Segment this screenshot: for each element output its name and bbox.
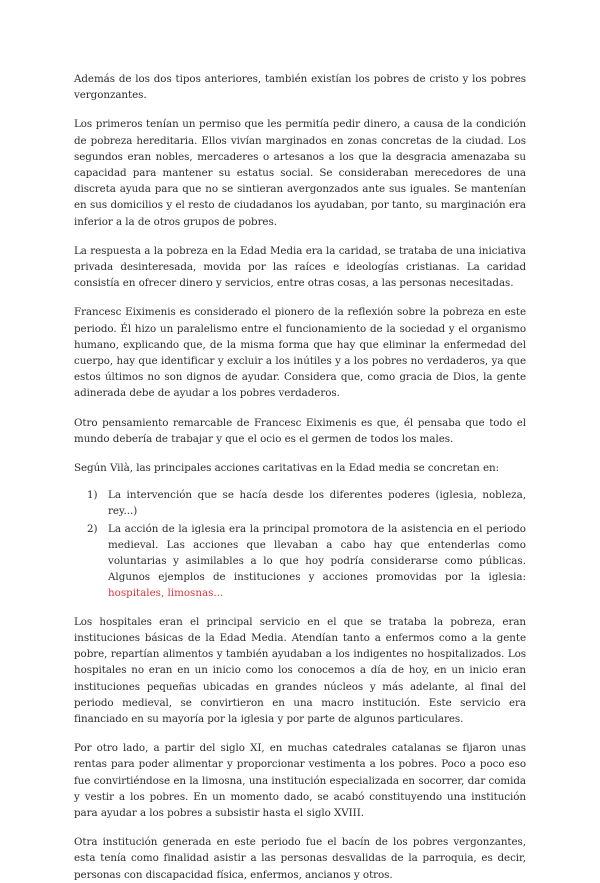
list-item-number: 1) [87, 489, 98, 502]
paragraph-1: Además de los dos tipos anteriores, también existían los pobres de cristo y los pobres vergonzantes. [74, 73, 526, 102]
paragraph-7: Los hospitales eran el principal servicio en el que se trataba la pobreza, eran instituciones básicas de la Edad Media. Atendían tanto a enfermos como a la gente pobre, repartían alimentos y también ayudaban a los indigentes no hospitalizados. Los hospitales no eran en un inicio como los conocemos a día de hoy, en un inicio eran instituciones pequeñas ubicadas en grandes núcleos y más adelante, al final del periodo medieval, se convirtieron en una macro institución. Este servicio era financiado en su mayoría por la iglesia y por parte de algunos particulares. [74, 615, 526, 725]
list-item [87, 487, 526, 519]
paragraph-2: Los primeros tenían un permiso que les permitía pedir dinero, a causa de la condición de pobreza hereditaria. Ellos vivían marginados en zonas concretas de la ciudad. Los segundos eran nobles, mercaderes o artesanos a los que la desgracia amenazaba su capacidad para mantener su estatus social. Se consideraban merecedores de una discreta ayuda para que no se sintieran avergonzados ante sus iguales. Se mantenían en sus domicilios y el resto de ciudadanos los ayudaban, por tanto, su marginación era inferior a la de otros grupos de pobres. [74, 118, 526, 228]
list-item-text: La intervención que se hacía desde los diferentes poderes (iglesia, nobleza, rey...) [108, 489, 526, 518]
paragraph-4: Francesc Eiximenis es considerado el pionero de la reflexión sobre la pobreza en este periodo. Él hizo un paralelismo entre el funcionamiento de la sociedad y el organismo humano, explicando que, de la misma forma que hay que eliminar la enfermedad del cuerpo, hay que identificar y excluir a los inútiles y a los pobres no verdaderos, ya que estos últimos no son dignos de ayudar. Considera que, como gracia de Dios, la gente adinerada debe de ayudar a los pobres verdaderos. [74, 306, 526, 400]
paragraph-9: Otra institución generada en este periodo fue el bacín de los pobres vergonzantes, esta tenía como finalidad asistir a las personas desvalidas de la parroquia, es decir, personas con discapacidad física, enfermos, ancianos y otros. [74, 836, 526, 881]
numbered-list [74, 487, 526, 601]
paragraph-8: Por otro lado, a partir del siglo XI, en muchas catedrales catalanas se fijaron unas rentas para poder alimentar y proporcionar vestimenta a los pobres. Poco a poco eso fue convirtiéndose en la limosna, una institución especializada en socorrer, dar comida y vestir a los pobres. En un momento dado, se acabó constituyendo una institución para ayudar a los pobres a subsistir hasta el siglo XVIII. [74, 742, 526, 819]
list-item [87, 521, 526, 602]
paragraph-5: Otro pensamiento remarcable de Francesc Eiximenis es que, él pensaba que todo el mundo debería de trabajar y que el ocio es el germen de todos los males. [74, 416, 526, 445]
paragraph-6: Según Vilà, las principales acciones caritativas en la Edad media se concretan en: [74, 462, 500, 475]
list-item-number: 2) [87, 522, 98, 535]
list-item-text: La acción de la iglesia era la principal promotora de la asistencia en el periodo medieval. Las acciones que llevaban a cabo hay que entenderlas como voluntarias y asimilables a lo que hoy podría considerarse como públicas. Algunos ejemplos de instituciones y acciones promovidas por la iglesia: [108, 522, 526, 584]
paragraph-3: La respuesta a la pobreza en la Edad Media era la caridad, se trataba de una iniciativa privada desinteresada, movida por las raíces e ideologías cristianas. La caridad consistía en ofrecer dinero y servicios, entre otras cosas, a las personas necesitadas. [74, 244, 526, 290]
highlighted-examples: hospitales, limosnas... [108, 587, 224, 600]
